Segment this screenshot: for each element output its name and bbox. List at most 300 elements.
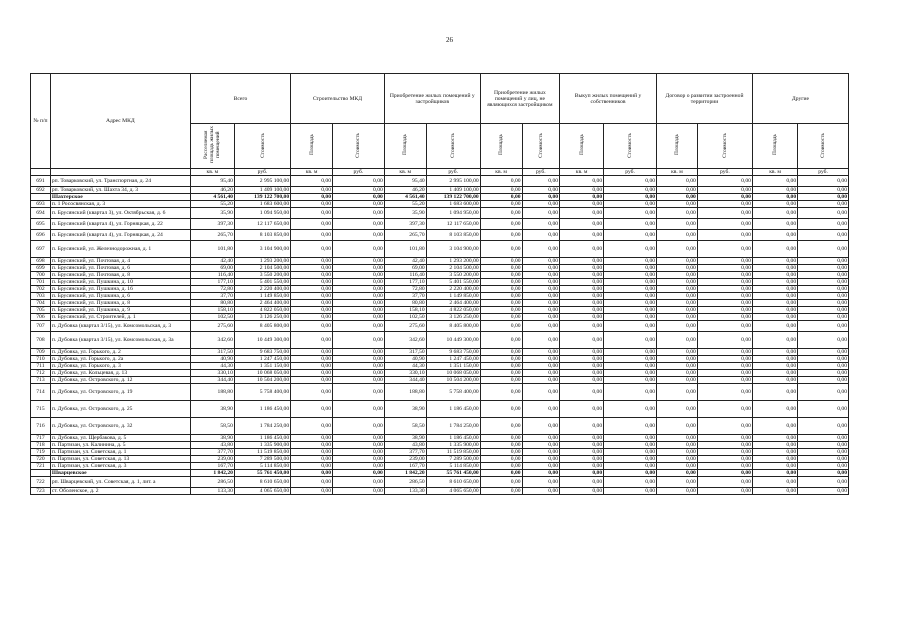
housing-table: [30, 73, 849, 495]
row-total-cost: 55 761 450,00: [234, 470, 290, 477]
row-acq-non-cost: 0,00: [522, 377, 559, 384]
row-contract-area: 0,00: [657, 418, 698, 435]
unit-m: кв. м: [190, 169, 234, 176]
row-acq-dev-area: 265,70: [384, 230, 426, 241]
row-other-cost: 0,00: [798, 230, 849, 241]
row-build-area: 0,00: [291, 363, 333, 370]
row-other-cost: 0,00: [798, 418, 849, 435]
row-acq-dev-area: 239,00: [384, 456, 426, 463]
row-other-area: 0,00: [752, 442, 797, 449]
row-acq-dev-cost: 12 117 650,00: [426, 219, 480, 230]
row-contract-cost: 0,00: [697, 321, 752, 332]
row-other-area: 0,00: [752, 187, 797, 194]
row-acq-non-cost: 0,00: [522, 442, 559, 449]
table-row: [31, 286, 849, 293]
row-number: 712: [31, 370, 51, 377]
row-contract-area: 0,00: [657, 463, 698, 470]
row-buyout-area: 0,00: [560, 300, 604, 307]
table-row: [31, 176, 849, 187]
row-total-cost: 1 247 450,00: [234, 356, 290, 363]
row-acq-non-cost: 0,00: [522, 363, 559, 370]
row-acq-non-area: 0,00: [480, 470, 522, 477]
row-acq-non-cost: 0,00: [522, 332, 559, 349]
row-contract-area: 0,00: [657, 286, 698, 293]
row-buyout-area: 0,00: [560, 272, 604, 279]
row-acq-dev-cost: 5 758 400,00: [426, 384, 480, 401]
row-acq-non-cost: 0,00: [522, 279, 559, 286]
row-other-cost: 0,00: [798, 187, 849, 194]
row-acq-dev-cost: 3 104 900,00: [426, 241, 480, 258]
row-total-area: 72,80: [190, 286, 234, 293]
table-row: [31, 356, 849, 363]
row-contract-cost: 0,00: [697, 176, 752, 187]
table-row: [31, 258, 849, 265]
row-buyout-area: 0,00: [560, 230, 604, 241]
row-acq-dev-area: 42,40: [384, 258, 426, 265]
row-build-area: 0,00: [291, 332, 333, 349]
col-total: Всего: [190, 74, 290, 124]
row-number: 713: [31, 377, 51, 384]
row-contract-area: 0,00: [657, 435, 698, 442]
row-build-cost: 0,00: [333, 449, 385, 456]
row-other-cost: 0,00: [798, 307, 849, 314]
row-address: п. Дубовка (квартал 3/15), ул. Комсомольская, д. 3: [50, 321, 190, 332]
row-acq-dev-area: 275,60: [384, 321, 426, 332]
row-buyout-cost: 0,00: [604, 442, 657, 449]
row-acq-dev-area: 58,50: [384, 418, 426, 435]
row-number: 707: [31, 321, 51, 332]
row-build-cost: 0,00: [333, 377, 385, 384]
row-total-area: 265,70: [190, 230, 234, 241]
row-number: 709: [31, 349, 51, 356]
row-total-cost: 10 449 300,00: [234, 332, 290, 349]
row-buyout-cost: 0,00: [604, 363, 657, 370]
row-number: 723: [31, 488, 51, 495]
row-address: п. 1 Рососвянская, д. 3: [50, 201, 190, 208]
row-build-area: 0,00: [291, 230, 333, 241]
table-row: [31, 201, 849, 208]
row-acq-dev-area: 133,30: [384, 488, 426, 495]
row-address: п. Дубовка, ул. Островского, д. 19: [50, 384, 190, 401]
row-buyout-cost: 0,00: [604, 187, 657, 194]
row-contract-cost: 0,00: [697, 286, 752, 293]
col-contract: Договор о развитии застроенной территории: [657, 74, 753, 124]
row-total-cost: 7 289 500,00: [234, 456, 290, 463]
row-address: п. Партизан, ул. Советская, д. 1: [50, 449, 190, 456]
row-buyout-cost: 0,00: [604, 356, 657, 363]
row-total-area: 275,60: [190, 321, 234, 332]
row-address: п. Брусянский, ул. Пушкина, д. 9: [50, 307, 190, 314]
row-acq-non-cost: 0,00: [522, 176, 559, 187]
row-acq-dev-area: 46,20: [384, 187, 426, 194]
row-build-cost: 0,00: [333, 258, 385, 265]
row-number: 703: [31, 293, 51, 300]
row-total-area: 55,20: [190, 201, 234, 208]
row-total-cost: 2 464 400,00: [234, 300, 290, 307]
row-number: 701: [31, 279, 51, 286]
row-total-cost: 1 186 450,00: [234, 435, 290, 442]
row-number: 700: [31, 272, 51, 279]
row-acq-non-area: 0,00: [480, 370, 522, 377]
row-other-area: 0,00: [752, 300, 797, 307]
row-acq-non-area: 0,00: [480, 384, 522, 401]
row-contract-cost: 0,00: [697, 370, 752, 377]
row-number: 694: [31, 208, 51, 219]
row-contract-cost: 0,00: [697, 258, 752, 265]
row-acq-non-cost: 0,00: [522, 307, 559, 314]
row-acq-non-cost: 0,00: [522, 230, 559, 241]
row-buyout-area: 0,00: [560, 418, 604, 435]
row-build-cost: 0,00: [333, 384, 385, 401]
row-contract-cost: 0,00: [697, 384, 752, 401]
row-contract-area: 0,00: [657, 401, 698, 418]
row-acq-dev-cost: 1 247 450,00: [426, 356, 480, 363]
row-number: 714: [31, 384, 51, 401]
row-number: 711: [31, 363, 51, 370]
row-total-cost: 1 293 200,00: [234, 258, 290, 265]
row-buyout-cost: 0,00: [604, 241, 657, 258]
row-acq-dev-cost: 139 122 700,00: [426, 194, 480, 201]
row-acq-dev-cost: 1 784 250,00: [426, 418, 480, 435]
row-address: Шахтерское: [50, 194, 190, 201]
sub-area: Площадь: [402, 134, 409, 156]
row-address: рп. Товарковский, ул. Шахта 34, д. 3: [50, 187, 190, 194]
row-acq-non-cost: 0,00: [522, 488, 559, 495]
row-other-area: 0,00: [752, 356, 797, 363]
row-contract-area: 0,00: [657, 187, 698, 194]
row-acq-non-cost: 0,00: [522, 201, 559, 208]
sub-cost: Стоимость: [820, 132, 827, 158]
row-contract-cost: 0,00: [697, 488, 752, 495]
row-contract-cost: 0,00: [697, 349, 752, 356]
row-build-area: 0,00: [291, 418, 333, 435]
row-number: 710: [31, 356, 51, 363]
row-acq-dev-cost: 9 683 750,00: [426, 349, 480, 356]
row-buyout-cost: 0,00: [604, 418, 657, 435]
sub-area: Площадь: [578, 134, 585, 156]
row-acq-dev-area: 102,50: [384, 314, 426, 321]
row-acq-non-area: 0,00: [480, 377, 522, 384]
row-contract-cost: 0,00: [697, 208, 752, 219]
row-build-cost: 0,00: [333, 401, 385, 418]
row-other-cost: 0,00: [798, 349, 849, 356]
row-acq-dev-cost: 10 504 200,00: [426, 377, 480, 384]
row-total-cost: 1 335 900,00: [234, 442, 290, 449]
row-buyout-cost: 0,00: [604, 176, 657, 187]
col-other: Другие: [752, 74, 848, 124]
row-total-cost: 2 220 400,00: [234, 286, 290, 293]
row-build-area: 0,00: [291, 286, 333, 293]
row-acq-dev-cost: 2 464 400,00: [426, 300, 480, 307]
row-address: п. Дубовка, ул. Островского, д. 25: [50, 401, 190, 418]
row-total-area: 38,90: [190, 435, 234, 442]
row-build-area: 0,00: [291, 241, 333, 258]
table-row: [31, 187, 849, 194]
row-acq-dev-cost: 2 220 400,00: [426, 286, 480, 293]
row-other-cost: 0,00: [798, 470, 849, 477]
table-row: [31, 401, 849, 418]
row-acq-non-cost: 0,00: [522, 265, 559, 272]
row-total-cost: 3 550 200,00: [234, 272, 290, 279]
row-acq-dev-area: 177,10: [384, 279, 426, 286]
table-row: [31, 208, 849, 219]
row-acq-dev-cost: 1 335 900,00: [426, 442, 480, 449]
row-total-cost: 11 519 850,00: [234, 449, 290, 456]
row-contract-area: 0,00: [657, 442, 698, 449]
table-row: [31, 363, 849, 370]
row-other-cost: 0,00: [798, 219, 849, 230]
row-build-area: 0,00: [291, 279, 333, 286]
row-total-area: 95,40: [190, 176, 234, 187]
row-other-area: 0,00: [752, 463, 797, 470]
row-contract-area: 0,00: [657, 258, 698, 265]
row-contract-cost: 0,00: [697, 363, 752, 370]
row-acq-non-cost: 0,00: [522, 272, 559, 279]
unit-m: кв. м: [560, 169, 604, 176]
row-buyout-cost: 0,00: [604, 401, 657, 418]
row-other-cost: 0,00: [798, 293, 849, 300]
row-acq-non-area: 0,00: [480, 230, 522, 241]
row-acq-dev-area: 286,50: [384, 477, 426, 488]
row-address: рп. Товарковский, ул. Транспортная, д. 24: [50, 176, 190, 187]
row-other-cost: 0,00: [798, 241, 849, 258]
row-acq-non-area: 0,00: [480, 442, 522, 449]
row-buyout-area: 0,00: [560, 314, 604, 321]
row-acq-dev-cost: 1 186 450,00: [426, 401, 480, 418]
row-acq-non-area: 0,00: [480, 176, 522, 187]
row-acq-non-area: 0,00: [480, 314, 522, 321]
row-other-area: 0,00: [752, 456, 797, 463]
unit-m: кв. м: [291, 169, 333, 176]
row-contract-area: 0,00: [657, 456, 698, 463]
row-number: 716: [31, 418, 51, 435]
row-acq-dev-cost: 1 351 150,00: [426, 363, 480, 370]
unit-m: кв. м: [384, 169, 426, 176]
row-acq-dev-area: 37,70: [384, 293, 426, 300]
row-other-area: 0,00: [752, 176, 797, 187]
row-acq-dev-area: 72,80: [384, 286, 426, 293]
row-total-cost: 2 995 100,00: [234, 176, 290, 187]
row-other-area: 0,00: [752, 307, 797, 314]
row-contract-area: 0,00: [657, 176, 698, 187]
row-buyout-area: 0,00: [560, 363, 604, 370]
row-contract-cost: 0,00: [697, 293, 752, 300]
row-build-cost: 0,00: [333, 363, 385, 370]
row-address: п. Дубовка (квартал 3/15), ул. Комсомольская, д. 3а: [50, 332, 190, 349]
row-total-area: 4 561,40: [190, 194, 234, 201]
row-build-area: 0,00: [291, 370, 333, 377]
row-acq-non-area: 0,00: [480, 449, 522, 456]
row-acq-dev-area: 342,60: [384, 332, 426, 349]
row-number: 722: [31, 477, 51, 488]
row-acq-dev-area: 95,40: [384, 176, 426, 187]
row-buyout-area: 0,00: [560, 477, 604, 488]
row-contract-area: 0,00: [657, 377, 698, 384]
row-acq-dev-cost: 5 401 550,00: [426, 279, 480, 286]
row-other-area: 0,00: [752, 314, 797, 321]
row-address: Шварцевское: [50, 470, 190, 477]
row-build-cost: 0,00: [333, 435, 385, 442]
row-other-area: 0,00: [752, 194, 797, 201]
row-buyout-cost: 0,00: [604, 208, 657, 219]
row-contract-area: 0,00: [657, 307, 698, 314]
row-other-area: 0,00: [752, 435, 797, 442]
row-total-area: 188,80: [190, 384, 234, 401]
row-address: п. Дубовка, ул. Щербакова, д. 5: [50, 435, 190, 442]
row-build-area: 0,00: [291, 356, 333, 363]
row-total-area: 58,50: [190, 418, 234, 435]
unit-m: кв. м: [752, 169, 797, 176]
row-build-cost: 0,00: [333, 332, 385, 349]
row-address: п. Дубовка, ул. Горького, д. 2а: [50, 356, 190, 363]
row-buyout-cost: 0,00: [604, 293, 657, 300]
row-buyout-cost: 0,00: [604, 265, 657, 272]
row-build-cost: 0,00: [333, 349, 385, 356]
row-buyout-area: 0,00: [560, 279, 604, 286]
row-acq-non-area: 0,00: [480, 363, 522, 370]
row-acq-non-cost: 0,00: [522, 470, 559, 477]
row-build-cost: 0,00: [333, 272, 385, 279]
row-total-area: 344,40: [190, 377, 234, 384]
row-contract-area: 0,00: [657, 363, 698, 370]
row-other-cost: 0,00: [798, 314, 849, 321]
row-address: п. Дубовка, ул. Кольцевая, д. 13: [50, 370, 190, 377]
row-contract-cost: 0,00: [697, 272, 752, 279]
row-contract-area: 0,00: [657, 332, 698, 349]
row-address: п. Дубовка, ул. Островского, д. 12: [50, 377, 190, 384]
row-other-area: 0,00: [752, 332, 797, 349]
row-acq-dev-cost: 55 761 450,00: [426, 470, 480, 477]
row-total-cost: 4 065 650,00: [234, 488, 290, 495]
row-buyout-cost: 0,00: [604, 477, 657, 488]
row-buyout-area: 0,00: [560, 356, 604, 363]
row-buyout-area: 0,00: [560, 176, 604, 187]
row-number: [31, 194, 51, 201]
row-number: 715: [31, 401, 51, 418]
row-acq-dev-area: 69,00: [384, 265, 426, 272]
table-row: [31, 300, 849, 307]
row-buyout-cost: 0,00: [604, 194, 657, 201]
row-acq-non-area: 0,00: [480, 187, 522, 194]
row-acq-non-area: 0,00: [480, 307, 522, 314]
table-row: [31, 314, 849, 321]
row-total-area: 69,00: [190, 265, 234, 272]
row-build-cost: 0,00: [333, 300, 385, 307]
row-total-cost: 3 126 250,00: [234, 314, 290, 321]
row-other-area: 0,00: [752, 470, 797, 477]
unit-r: руб.: [522, 169, 559, 176]
row-contract-area: 0,00: [657, 356, 698, 363]
row-address: ст. Оболенское, д. 2: [50, 488, 190, 495]
row-total-area: 44,30: [190, 363, 234, 370]
row-build-cost: 0,00: [333, 219, 385, 230]
row-build-area: 0,00: [291, 488, 333, 495]
row-build-cost: 0,00: [333, 201, 385, 208]
row-acq-dev-area: 330,10: [384, 370, 426, 377]
row-acq-non-area: 0,00: [480, 272, 522, 279]
row-acq-non-area: 0,00: [480, 349, 522, 356]
col-acq-non: Приобретение жилых помещений у лиц, не являющихся застройщиком: [480, 74, 559, 124]
row-other-cost: 0,00: [798, 384, 849, 401]
unit-r: руб.: [333, 169, 385, 176]
row-acq-non-cost: 0,00: [522, 456, 559, 463]
row-number: 718: [31, 442, 51, 449]
row-total-cost: 3 104 900,00: [234, 241, 290, 258]
row-contract-cost: 0,00: [697, 279, 752, 286]
row-total-area: 239,00: [190, 456, 234, 463]
table-row: [31, 219, 849, 230]
row-buyout-cost: 0,00: [604, 314, 657, 321]
row-build-area: 0,00: [291, 208, 333, 219]
row-acq-non-cost: 0,00: [522, 349, 559, 356]
row-number: 702: [31, 286, 51, 293]
row-build-cost: 0,00: [333, 230, 385, 241]
row-build-cost: 0,00: [333, 463, 385, 470]
row-contract-cost: 0,00: [697, 219, 752, 230]
row-buyout-cost: 0,00: [604, 307, 657, 314]
row-build-cost: 0,00: [333, 279, 385, 286]
row-contract-cost: 0,00: [697, 300, 752, 307]
row-build-area: 0,00: [291, 384, 333, 401]
row-acq-dev-cost: 8 103 850,00: [426, 230, 480, 241]
row-other-cost: 0,00: [798, 370, 849, 377]
table-row: [31, 456, 849, 463]
row-total-area: 80,80: [190, 300, 234, 307]
row-build-area: 0,00: [291, 377, 333, 384]
row-build-area: 0,00: [291, 449, 333, 456]
row-acq-dev-cost: 1 094 950,00: [426, 208, 480, 219]
table-row: [31, 442, 849, 449]
row-other-cost: 0,00: [798, 176, 849, 187]
row-total-area: 43,80: [190, 442, 234, 449]
row-acq-non-cost: 0,00: [522, 258, 559, 265]
table-row: [31, 272, 849, 279]
row-total-area: 342,60: [190, 332, 234, 349]
row-total-cost: 2 104 500,00: [234, 265, 290, 272]
row-acq-non-area: 0,00: [480, 265, 522, 272]
table-row: [31, 321, 849, 332]
row-acq-dev-cost: 1 409 100,00: [426, 187, 480, 194]
row-buyout-area: 0,00: [560, 219, 604, 230]
row-address: п. Дубовка, ул. Горького, д. 3: [50, 363, 190, 370]
row-number: [31, 470, 51, 477]
row-contract-area: 0,00: [657, 208, 698, 219]
row-contract-cost: 0,00: [697, 201, 752, 208]
row-contract-area: 0,00: [657, 300, 698, 307]
row-total-area: 42,40: [190, 258, 234, 265]
row-total-cost: 5 758 400,00: [234, 384, 290, 401]
row-address: п. Дубовка, ул. Островского, д. 32: [50, 418, 190, 435]
row-build-area: 0,00: [291, 442, 333, 449]
row-acq-non-cost: 0,00: [522, 187, 559, 194]
row-other-cost: 0,00: [798, 279, 849, 286]
row-total-cost: 10 068 050,00: [234, 370, 290, 377]
row-build-cost: 0,00: [333, 321, 385, 332]
row-total-cost: 5 114 850,00: [234, 463, 290, 470]
row-other-area: 0,00: [752, 401, 797, 418]
table-row: [31, 265, 849, 272]
row-other-area: 0,00: [752, 477, 797, 488]
row-buyout-area: 0,00: [560, 470, 604, 477]
row-other-area: 0,00: [752, 293, 797, 300]
col-acq-dev: Приобретение жилых помещений у застройщиков: [384, 74, 480, 124]
row-total-cost: 9 683 750,00: [234, 349, 290, 356]
table-row: [31, 307, 849, 314]
subtotal-row: [31, 194, 849, 201]
table-row: [31, 230, 849, 241]
row-other-cost: 0,00: [798, 377, 849, 384]
row-number: 708: [31, 332, 51, 349]
